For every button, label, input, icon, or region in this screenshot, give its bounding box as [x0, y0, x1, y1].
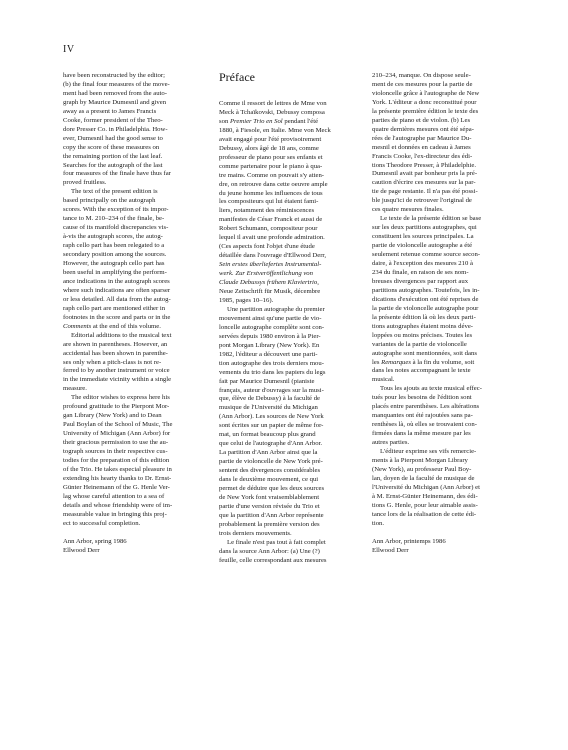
text-line: 234 du finale, en raison de ses nom- [372, 268, 469, 276]
french-paragraph-2 [219, 306, 354, 539]
text-line: measurable value in bringing this proj- [63, 510, 167, 518]
french-paragraph-1 [219, 100, 354, 306]
text-line: secondary position among the sources. [63, 251, 167, 259]
text-line: professeur de piano pour ses enfants et [219, 153, 323, 161]
text-line: tions autographes étaient moins déve- [372, 322, 474, 330]
text-line: renthèses là, où elles se trouvaient con- [372, 421, 477, 429]
text-line: tre mains. Comme on pouvait s'y atten- [219, 171, 325, 179]
text-line: daire, à l'exception des mesures 210 à [372, 260, 473, 268]
text-line: dans la source Ann Arbor: (a) Une (?) [219, 547, 320, 555]
text-line: The text of the present edition is [71, 188, 158, 196]
text-line: copy the score of these measures on [63, 143, 160, 151]
text-line: However, the autograph cello part has [63, 260, 165, 268]
text-line: français, auteur d'ouvrages sur la musi- [219, 386, 324, 394]
text-line: partitions autographes. Toutefois, les in- [372, 286, 480, 294]
text-line: partie de violoncelle autographe a été [372, 242, 473, 250]
text-line: Comme il ressort de lettres de Mme von [219, 100, 327, 107]
text-line: les compositeurs qui lui étaient fami- [219, 198, 319, 206]
text-line: Searches for the autograph of the last [63, 161, 163, 169]
italic-text: Comments [63, 322, 92, 330]
text-line: l'Université du Michigan (Ann Arbor) et [372, 483, 480, 491]
text-line: caution d'écrire ces mesures sur la par- [372, 179, 476, 187]
italic-text: werk. Zur Erstveröffentlichung von [219, 270, 313, 278]
french-paragraph-6 [372, 385, 507, 448]
text-line: ever, Dumesnil had the good sense to [63, 134, 163, 142]
text-line: 210–234, manque. On dispose seule- [372, 72, 471, 79]
text-line: Dumesnil avait par bonheur pris la pré- [372, 170, 478, 178]
text-line: ance indications in the autograph scores [63, 277, 170, 285]
text-line: variantes de la partie de violoncelle [372, 340, 467, 348]
text-line: scores. With the exception of its impor- [63, 206, 169, 214]
text-line: manquantes ont été rajoutées sans pa- [372, 412, 473, 420]
text-line: que la partition d'Ann Arbor représente [219, 511, 324, 519]
text-line: tograph sources in their respective cus- [63, 448, 168, 456]
text-line: à la fin du volume, soit [410, 358, 475, 366]
text-line: dore Presser Co. in Philadelphia. How- [63, 125, 168, 133]
text-line: tance to M. 210–234 of the finale, be- [63, 215, 165, 223]
text-line: ments à la Pierpont Morgan Library [372, 456, 468, 464]
text-line: or less detailed. All data from the autog- [63, 295, 171, 303]
italic-text: Claude Debussys frühem Klaviertrio, [219, 279, 319, 287]
text-line: dans les notes accompagnant le texte [372, 367, 471, 375]
text-line: Günter Heinemann of the G. Henle Ver- [63, 483, 170, 491]
text-line: vements du trio dans les papiers du legs [219, 368, 326, 376]
text-line: les [372, 358, 382, 366]
text-line: 1982, l'éditeur a découvert une parti- [219, 350, 318, 358]
english-paragraph-3 [63, 332, 198, 395]
text-line: feuille, celle correspondant aux mesures [219, 556, 327, 564]
text-line: mat, un format beaucoup plus grand [219, 431, 316, 439]
text-line: mesnil et données en cadeau à James [372, 143, 471, 151]
text-line: détaillée dans l'ouvrage d'Ellwood Derr, [219, 252, 327, 260]
text-line: in the immediate vicinity within a single [63, 376, 172, 384]
french-signature [372, 538, 507, 556]
text-line: raph cello part has been relegated to a [63, 242, 165, 250]
english-signature-name: Ellwood Derr [63, 546, 100, 554]
text-line: ect to successful completion. [63, 519, 141, 527]
text-line: musical. [372, 376, 395, 384]
text-line: La partition d'Ann Arbor ainsi que la [219, 449, 318, 457]
text-line: dans le deuxième mouvement, ce qui [219, 476, 319, 484]
text-line: pont Morgan Library (New York). En [219, 341, 320, 349]
text-line: breuses divergences par rapport aux [372, 277, 469, 285]
italic-text: Sein erstes überliefertes Instrumental- [219, 261, 322, 269]
text-line: been useful in amplifying the perform- [63, 268, 167, 276]
text-line: accidental has been shown in parenthe- [63, 349, 168, 357]
text-line: avait engagé pour l'été provisoirement [219, 135, 322, 143]
english-column [63, 72, 198, 556]
text-line: servées depuis 1980 environ à la Pier- [219, 332, 321, 340]
text-line: ces quatre mesures finales. [372, 206, 444, 214]
text-line: their gracious permission to use the au- [63, 439, 169, 447]
text-line: Le texte de la présente édition se base [380, 215, 482, 223]
text-line: L'éditeur exprime ses vifs remercie- [380, 448, 477, 456]
text-line: Robert Schumann, compositeur pour [219, 225, 318, 233]
text-line: Cooke, former president of the Theo- [63, 116, 163, 124]
page-number: IV [63, 44, 75, 55]
text-line: The editor wishes to express here his [71, 394, 170, 402]
text-line: rées de l'autographe par Maurice Du- [372, 134, 472, 142]
text-line: comme partenaire pour le piano à qua- [219, 162, 323, 170]
text-line: permet de déduire que les deux sources [219, 484, 325, 492]
text-line: lequel il avait une profonde admiration. [219, 234, 325, 242]
text-line: lan, doyen de la faculté de musique de [372, 474, 475, 482]
text-line: tion. [372, 519, 385, 527]
text-line: partie de violoncelle de New York pré- [219, 458, 323, 466]
text-line: ment had been removed from the auto- [63, 89, 167, 97]
text-line: pendant l'été [282, 117, 319, 125]
text-line: à M. Ernst-Günter Heinemann, des édi- [372, 492, 478, 500]
text-line: (b) the final four measures of the move- [63, 80, 170, 88]
text-line: raph cello part are mentioned either in [63, 304, 166, 312]
text-line: based principally on the autograph [63, 197, 156, 205]
text-line: partie d'une version révisée du Trio et [219, 502, 320, 510]
text-line: tués pour les besoins de l'édition sont [372, 394, 472, 402]
text-line: placés entre parenthèses. Les altérations [372, 403, 480, 411]
text-line: tie de page restante. Il n'a pas été possi- [372, 188, 478, 196]
text-line: violoncelle grâce à l'autographe de New [372, 89, 480, 97]
text-line: four measures of the finale have thus far [63, 170, 171, 178]
text-line: ble jusqu'ici de retrouver l'original de [372, 197, 472, 205]
text-line: tions Theodore Presser, à Philadelphie. [372, 161, 476, 169]
text-line: todies for the preparation of this edition [63, 456, 170, 464]
text-line: dre, on retrouve dans cette oeuvre ample [219, 180, 328, 188]
text-line: ment de ces mesures pour la partie de [372, 80, 473, 88]
text-line: Une partition autographe du premier [227, 305, 325, 313]
text-line: (New York), au professeur Paul Boy- [372, 465, 472, 473]
text-line: away as a present to James Francis [63, 107, 157, 115]
text-line: have been reconstructed by the editor; [63, 72, 165, 79]
text-line: que, élève de Debussy) à la faculté de [219, 395, 321, 403]
text-line: autographe sont mentionnées, soit dans [372, 349, 477, 357]
text-line: gan Library (New York) and to Dean [63, 412, 162, 420]
text-line: tions G. Henle, pour leur aimable assis- [372, 501, 478, 509]
text-line: (Ann Arbor). Les sources de New York [219, 413, 324, 421]
preface-title: Préface [219, 70, 255, 84]
text-line: fait par Maurice Dumesnil (pianiste [219, 377, 315, 385]
text-line: University of Michigan (Ann Arbor) for [63, 430, 171, 438]
text-line: Debussy, alors âgé de 18 ans, comme [219, 144, 319, 152]
text-line: dications d'exécution ont été reprises de [372, 295, 479, 303]
text-line: Editorial additions to the musical text [71, 331, 172, 339]
french-signature-place: Ann Arbor, printemps 1986 [372, 537, 446, 545]
text-line: lag whose careful attention to a sea of [63, 492, 165, 500]
text-line: 1985, pages 10–16). [219, 296, 274, 304]
text-line: details and whose friendship were of im- [63, 501, 173, 509]
text-line: proved fruitless. [63, 179, 107, 187]
text-line: loncelle autographe complète sont con- [219, 323, 325, 331]
text-line: graph by Maurice Dumesnil and given [63, 98, 167, 106]
text-line: sentent des divergences considérables [219, 467, 321, 475]
text-line: manifestes de César Franck et aussi de [219, 216, 323, 224]
text-line: la présente édition là où les deux parti- [372, 313, 476, 321]
text-line: 1880, à Fiesole, en Italie. Mme von Meck [219, 126, 331, 134]
text-line: of the Trio. He takes especial pleasure in [63, 465, 172, 473]
text-line: Meck à Tchaïkovski, Debussy composa [219, 108, 325, 116]
text-line: Tous les ajouts au texte musical effec- [380, 385, 482, 393]
text-line: son [219, 117, 230, 125]
text-line: la partie de violoncelle autographe pour [372, 304, 479, 312]
text-line: Francis Cooke, l'ex-directeur des édi- [372, 152, 473, 160]
text-line: que celui de l'autographe d'Ann Arbor. [219, 440, 323, 448]
french-paragraph-3 [219, 539, 354, 566]
text-line: sur les deux partitions autographes, qui [372, 224, 477, 232]
text-line: parties de piano et de violon. (b) Les [372, 116, 471, 124]
text-line: ferred to by another instrument or voice [63, 367, 170, 375]
french-column-1 [219, 70, 354, 566]
text-line: extending his hearty thanks to Dr. Ernst- [63, 474, 172, 482]
italic-text: Remarques [381, 358, 411, 366]
text-line: constituent les sources principales. La [372, 233, 474, 241]
italic-text: Premier Trio en Sol [229, 117, 283, 125]
text-line: where such indications are often sparser [63, 286, 171, 294]
text-line: autres parties. [372, 439, 410, 447]
text-line: firmées dans la même mesure par les [372, 430, 471, 438]
text-line: ses only when a pitch-class is not re- [63, 358, 162, 366]
text-line: du jeune homme les influences de tous [219, 189, 323, 197]
text-line: Neue Zeitschrift für Musik, décembre [219, 288, 321, 296]
text-line: measure. [63, 385, 87, 393]
text-line: mouvement ainsi qu'une partie de vio- [219, 314, 322, 322]
text-line: sont écrites sur un papier de même for- [219, 422, 324, 430]
text-line: musique de l'Université du Michigan [219, 404, 318, 412]
text-line: footnotes in the score and parts or in the [63, 313, 171, 321]
text-line: Le finale n'est pas tout à fait complet [227, 538, 326, 546]
text-line: à-vis the autograph scores, the autog- [63, 233, 163, 241]
english-signature [63, 538, 198, 556]
text-line: at the end of this volume. [91, 322, 161, 330]
english-paragraph-4 [63, 394, 198, 528]
text-line: liers, notamment des réminiscences [219, 207, 315, 215]
french-column-2 [372, 72, 507, 556]
text-line: loppées ou moins précises. Toutes les [372, 331, 473, 339]
french-paragraph-4 [372, 72, 507, 215]
text-line: are shown in parentheses. However, an [63, 340, 168, 348]
french-paragraph-7 [372, 448, 507, 529]
text-line: tance lors de la réalisation de cette édi- [372, 510, 477, 518]
text-line: de New York font vraisemblablement [219, 493, 320, 501]
english-paragraph-1 [63, 72, 198, 188]
text-line: (Ces aspects font l'objet d'une étude [219, 243, 315, 251]
french-signature-name: Ellwood Derr [372, 546, 409, 554]
text-line: Paul Boylan of the School of Music, The [63, 421, 173, 429]
text-line: cause of its manifold discrepancies vis- [63, 224, 169, 232]
text-line: la présente première édition le texte des [372, 107, 479, 115]
text-line: quatre dernières mesures ont été sépa- [372, 125, 474, 133]
text-line: York. L'éditeur a donc reconstitué pour [372, 98, 477, 106]
text-line: tion autographe des trois derniers mou- [219, 359, 324, 367]
english-signature-place: Ann Arbor, spring 1986 [63, 537, 127, 545]
text-line: the remaining portion of the last leaf. [63, 152, 163, 160]
text-line: trois derniers mouvements. [219, 529, 292, 537]
french-paragraph-5 [372, 215, 507, 385]
text-line: probablement la première version des [219, 520, 320, 528]
text-line: seulement retenue comme source secon- [372, 251, 481, 259]
text-line: profound gratitude to the Pierpont Mor- [63, 403, 170, 411]
english-paragraph-2 [63, 188, 198, 331]
